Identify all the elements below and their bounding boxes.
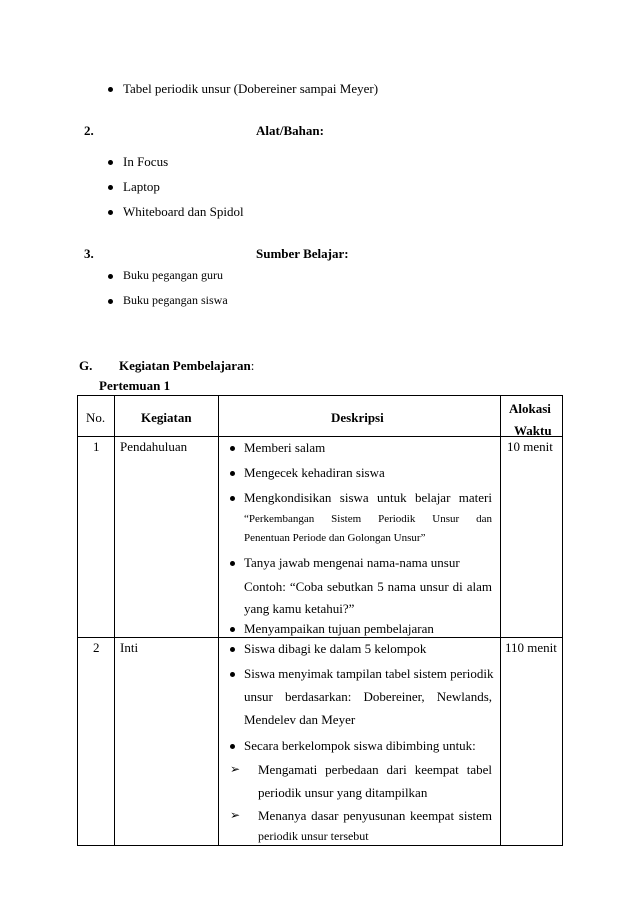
desc-item-cont: unsur berdasarkan: Dobereiner, Newlands, bbox=[244, 689, 492, 704]
table-col-divider bbox=[500, 395, 501, 846]
table-border-left bbox=[77, 395, 78, 846]
section-letter: G. bbox=[79, 358, 93, 373]
desc-subitem-cont: periodik unsur tersebut bbox=[258, 829, 369, 843]
bullet-icon bbox=[230, 672, 235, 677]
bullet-icon bbox=[230, 446, 235, 451]
desc-item: Siswa dibagi ke dalam 5 kelompok bbox=[244, 641, 427, 656]
section-number: 3. bbox=[84, 246, 94, 261]
table-border-right bbox=[562, 395, 563, 846]
desc-item: Mengecek kehadiran siswa bbox=[244, 465, 385, 480]
row-no: 1 bbox=[93, 439, 100, 454]
list-item: Tabel periodik unsur (Dobereiner sampai Meyer) bbox=[123, 81, 379, 96]
desc-item-cont: “Perkembangan Sistem Periodik Unsur dan bbox=[244, 513, 492, 525]
table-header-divider bbox=[77, 436, 563, 437]
desc-subitem: Mengamati perbedaan dari keempat tabel bbox=[258, 762, 492, 777]
bullet-icon bbox=[230, 496, 235, 501]
section-title: Sumber Belajar: bbox=[256, 246, 349, 261]
bullet-icon bbox=[230, 627, 235, 632]
bullet-icon bbox=[230, 744, 235, 749]
row-waktu: 110 menit bbox=[505, 640, 557, 655]
bullet-icon bbox=[230, 471, 235, 476]
bullet-icon bbox=[108, 160, 113, 165]
list-item: Buku pegangan siswa bbox=[123, 293, 228, 307]
desc-item: Tanya jawab mengenai nama-nama unsur bbox=[244, 555, 460, 570]
header-waktu: Waktu bbox=[514, 423, 552, 438]
desc-subitem: Menanya dasar penyusunan keempat sistem bbox=[258, 808, 492, 823]
list-item: In Focus bbox=[123, 154, 169, 169]
arrow-bullet-icon: ➢ bbox=[230, 762, 241, 776]
bullet-icon bbox=[108, 274, 113, 279]
colon: : bbox=[250, 358, 255, 373]
row-waktu: 10 menit bbox=[507, 439, 553, 454]
desc-item-cont: Contoh: “Coba sebutkan 5 nama unsur di alam bbox=[244, 579, 492, 594]
bullet-icon bbox=[230, 647, 235, 652]
section-title: Kegiatan Pembelajaran bbox=[119, 358, 251, 373]
desc-item: Siswa menyimak tampilan tabel sistem periodik bbox=[244, 666, 494, 681]
desc-item: Menyampaikan tujuan pembelajaran bbox=[244, 621, 434, 636]
table-row-divider bbox=[77, 637, 563, 638]
header-alokasi: Alokasi bbox=[509, 401, 551, 416]
section-title: Alat/Bahan: bbox=[256, 123, 324, 138]
meeting-title: Pertemuan 1 bbox=[99, 378, 171, 393]
bullet-icon bbox=[230, 561, 235, 566]
header-no: No. bbox=[86, 410, 106, 425]
list-item: Buku pegangan guru bbox=[123, 268, 223, 282]
desc-item-cont: yang kamu ketahui?” bbox=[244, 601, 355, 616]
section-number: 2. bbox=[84, 123, 94, 138]
bullet-icon bbox=[108, 87, 113, 92]
desc-item-cont: Mendelev dan Meyer bbox=[244, 712, 356, 727]
header-kegiatan: Kegiatan bbox=[141, 410, 192, 425]
arrow-bullet-icon: ➢ bbox=[230, 808, 241, 822]
row-no: 2 bbox=[93, 640, 100, 655]
header-deskripsi: Deskripsi bbox=[331, 410, 384, 425]
bullet-icon bbox=[108, 299, 113, 304]
desc-subitem-cont: periodik unsur yang ditampilkan bbox=[258, 785, 428, 800]
table-border-top bbox=[77, 395, 563, 396]
desc-item: Secara berkelompok siswa dibimbing untuk: bbox=[244, 738, 476, 753]
desc-item: Memberi salam bbox=[244, 440, 326, 455]
row-kegiatan: Inti bbox=[120, 640, 139, 655]
bullet-icon bbox=[108, 185, 113, 190]
list-item: Laptop bbox=[123, 179, 160, 194]
desc-item: Mengkondisikan siswa untuk belajar materi bbox=[244, 490, 492, 505]
row-kegiatan: Pendahuluan bbox=[120, 439, 188, 454]
table-border-bottom bbox=[77, 845, 563, 846]
table-col-divider bbox=[218, 395, 219, 846]
table-col-divider bbox=[114, 395, 115, 846]
list-item: Whiteboard dan Spidol bbox=[123, 204, 244, 219]
bullet-icon bbox=[108, 210, 113, 215]
section-heading bbox=[119, 358, 254, 374]
desc-item-cont: Penentuan Periode dan Golongan Unsur” bbox=[244, 532, 426, 544]
